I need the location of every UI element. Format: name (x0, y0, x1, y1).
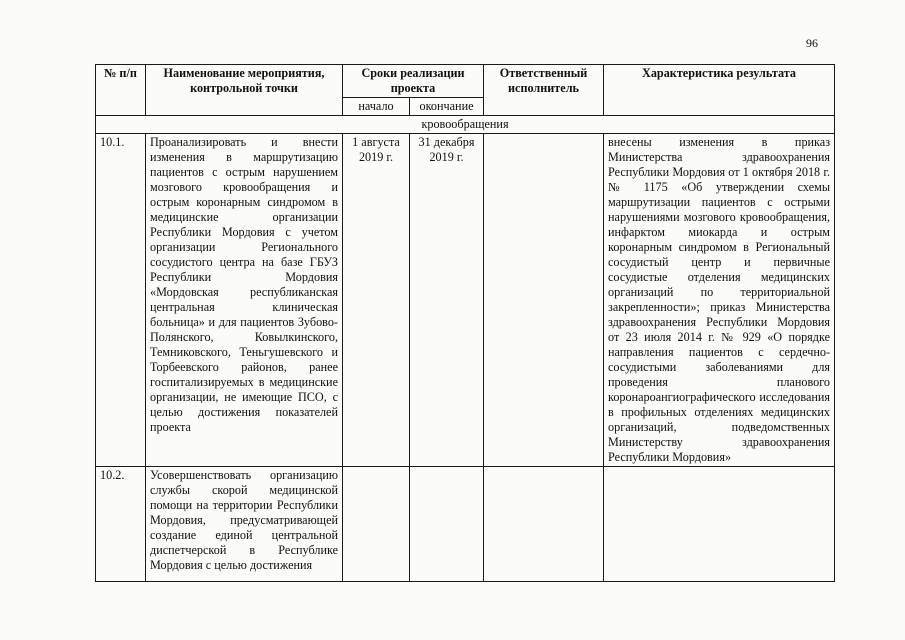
header-name: Наименование мероприятия, контрольной точки (146, 65, 343, 116)
section-row (96, 116, 835, 134)
section-title: кровообращения (96, 116, 835, 134)
measures-table (95, 64, 835, 582)
row-name (146, 467, 343, 582)
row-name: Проанализировать и внести изменения в маршрутизацию пациентов с острым нарушением мозгового кровообращения и острым коронарным синдромом в медицинские организации Республики Мордовия с учетом организации Регионального сосудистого центра на базе ГБУЗ Республики Мордовия «Мордовская республиканская центральная клиническая больница» и для пациентов Зубово-Полянского, Ковылкинского, Темниковского, Теньгушевского и Торбеевского районов, ранее госпитализируемых в медицинские организации, не имеющие ПСО, с целью достижения показателей проекта (146, 134, 343, 467)
row-num: 10.2. (96, 467, 146, 582)
table-row (96, 467, 835, 582)
row-start: 1 августа 2019 г. (343, 134, 410, 467)
row-num: 10.1. (96, 134, 146, 467)
row-result (604, 467, 835, 582)
header-start: начало (343, 98, 410, 116)
header-dates: Сроки реализации проекта (343, 65, 484, 98)
row-result: внесены изменения в приказ Министерства здравоохранения Республики Мордовия от 1 октября 2018 г. № 1175 «Об утверждении схемы маршрутизации пациентов с острыми нарушениями мозгового кровообращения, инфарктом миокарда и острым коронарным синдромом в Региональный сосудистый центр и первичные сосудистые отделения медицинских организаций по территориальной закрепленности»; приказ Министерства здравоохранения Республики Мордовия от 23 июля 2014 г. № 929 «О порядке направления пациентов с сердечно-сосудистыми заболеваниями для проведения планового коронароангиографического исследования в профильных отделениях медицинских организаций, подведомственных Министерству здравоохранения Республики Мордовия» (604, 134, 835, 467)
row-end: 31 декабря 2019 г. (410, 134, 484, 467)
row-responsible (484, 134, 604, 467)
header-responsible: Ответственный исполнитель (484, 65, 604, 116)
row-end (410, 467, 484, 582)
header-end: окончание (410, 98, 484, 116)
page-number: 96 (806, 36, 818, 50)
row-start (343, 467, 410, 582)
header-num: № п/п (96, 65, 146, 116)
header-result: Характеристика результата (604, 65, 835, 116)
table-row (96, 134, 835, 467)
row-responsible (484, 467, 604, 582)
row-name-text: Усовершенствовать организацию службы скорой медицинской помощи на территории Республики Мордовия, предусматривающей создание единой центральной диспетчерской в Республике Мордовия с целью достижения (150, 468, 338, 572)
header-row (96, 65, 835, 98)
